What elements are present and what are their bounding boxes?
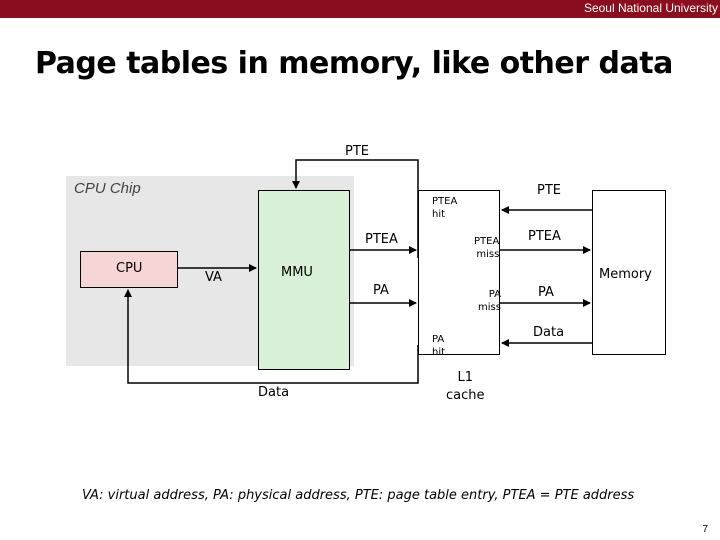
- memory-label: Memory: [599, 267, 652, 282]
- ptea-mem-label: PTEA: [528, 229, 561, 244]
- ptea-mmu-label: PTEA: [365, 232, 398, 247]
- mmu-label: MMU: [281, 265, 313, 280]
- data-bottom-label: Data: [258, 385, 290, 400]
- data-arrow-cpu: [128, 290, 418, 383]
- slide-title: Page tables in memory, like other data: [35, 46, 673, 81]
- legend-caption: VA: virtual address, PA: physical address, PTE: page table entry, PTEA = PTE address: [82, 488, 635, 503]
- pa-hit-label: PA hit: [432, 334, 446, 358]
- data-mem-label: Data: [533, 325, 565, 340]
- pte-arrow-top: [296, 160, 418, 258]
- ptea-hit-label: PTEA hit: [432, 196, 458, 220]
- ptea-miss-label: PTEA miss: [474, 236, 500, 260]
- l1-cache-label: L1 cache: [446, 370, 485, 403]
- pte-top-label: PTE: [345, 144, 369, 159]
- pa-mmu-label: PA: [373, 283, 389, 298]
- pte-mem-label: PTE: [537, 183, 561, 198]
- page-number: 7: [702, 524, 708, 535]
- va-label: VA: [205, 270, 222, 285]
- cpu-label: CPU: [116, 261, 143, 276]
- cpu-chip-label: CPU Chip: [74, 180, 141, 197]
- pa-miss-label: PA miss: [478, 289, 501, 313]
- pa-mem-label: PA: [538, 285, 554, 300]
- university-name: Seoul National University: [583, 1, 718, 15]
